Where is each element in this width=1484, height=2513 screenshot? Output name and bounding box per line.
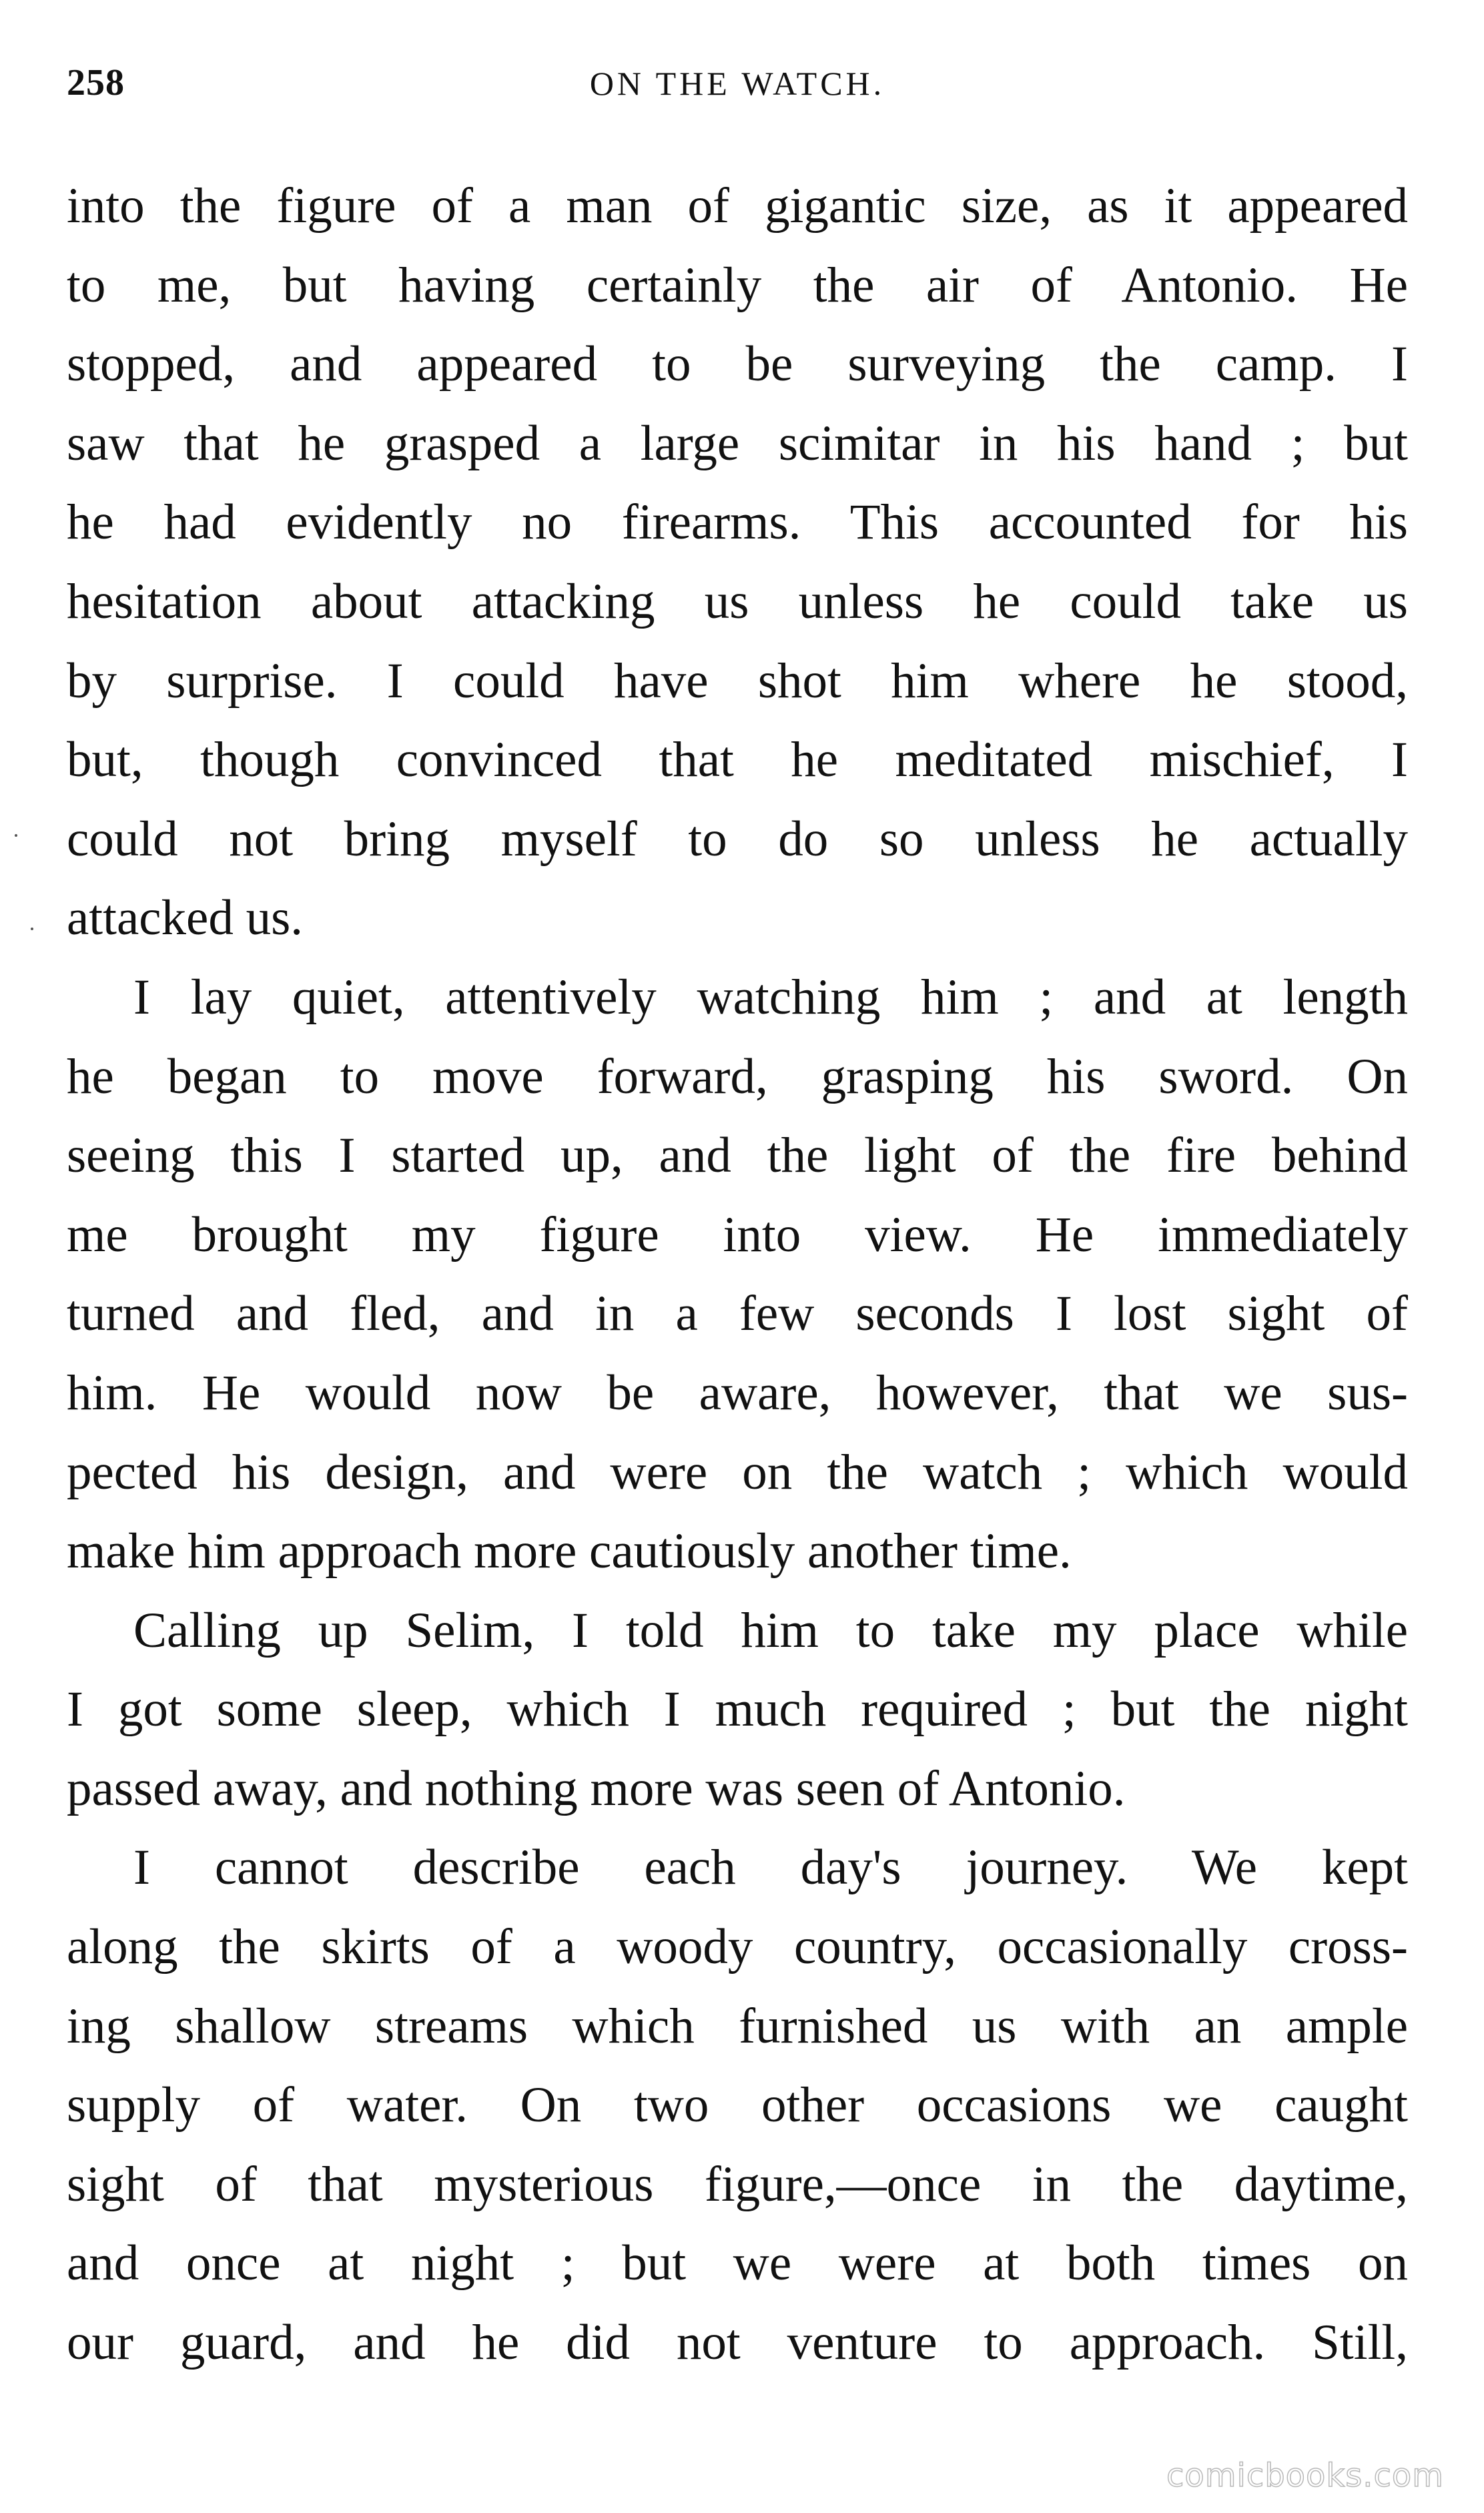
text-line: me brought my figure into view. He immediately: [67, 1206, 1408, 1263]
page-number: 258: [67, 62, 125, 103]
text-line: I cannot describe each day's journey. We kept: [133, 1840, 1408, 1896]
text-line: seeing this I started up, and the light of the fire behind: [67, 1128, 1408, 1184]
text-line: pected his design, and were on the watch ; which would: [67, 1444, 1408, 1500]
text-line: I got some sleep, which I much required ; but the night: [67, 1682, 1408, 1738]
text-line: passed away, and nothing more was seen of Antonio.: [67, 1760, 1126, 1816]
text-line: turned and fled, and in a few seconds I lost sight of: [67, 1286, 1408, 1342]
text-line: could not bring myself to do so unless he actually: [67, 811, 1408, 867]
text-line: stopped, and appeared to be surveying the camp. I: [67, 336, 1408, 392]
running-head: [67, 61, 1408, 121]
text-line: attacked us.: [67, 890, 304, 946]
body-text: [67, 167, 1408, 2383]
text-line: make him approach more cautiously another time.: [67, 1523, 1072, 1579]
text-line: and once at night ; but we were at both times on: [67, 2235, 1408, 2291]
text-line: ing shallow streams which furnished us with an ample: [67, 1998, 1408, 2054]
text-line: sight of that mysterious figure,—once in the daytime,: [67, 2156, 1408, 2212]
text-line: him. He would now be aware, however, that we sus-: [67, 1365, 1408, 1421]
text-line: he began to move forward, grasping his sword. On: [67, 1048, 1408, 1104]
text-line: but, though convinced that he meditated mischief, I: [67, 732, 1408, 788]
print-speck: [15, 834, 17, 837]
text-line: our guard, and he did not venture to approach. Still,: [67, 2315, 1408, 2371]
text-line: along the skirts of a woody country, occasionally cross-: [67, 1919, 1408, 1975]
watermark: comicbooks.com: [1166, 2457, 1444, 2494]
text-line: to me, but having certainly the air of Antonio. He: [67, 257, 1408, 313]
text-line: hesitation about attacking us unless he could take us: [67, 573, 1408, 629]
text-line: I lay quiet, attentively watching him ; and at length: [133, 969, 1408, 1025]
print-speck: [31, 928, 33, 930]
text-line: supply of water. On two other occasions we caught: [67, 2077, 1408, 2133]
text-line: saw that he grasped a large scimitar in his hand ; but: [67, 415, 1408, 471]
text-line: he had evidently no firearms. This accounted for his: [67, 494, 1408, 551]
text-line: by surprise. I could have shot him where he stood,: [67, 653, 1408, 709]
text-line: into the figure of a man of gigantic size, as it appeared: [67, 178, 1408, 234]
running-title: ON THE WATCH.: [589, 65, 885, 102]
text-line: Calling up Selim, I told him to take my place while: [133, 1602, 1408, 1658]
